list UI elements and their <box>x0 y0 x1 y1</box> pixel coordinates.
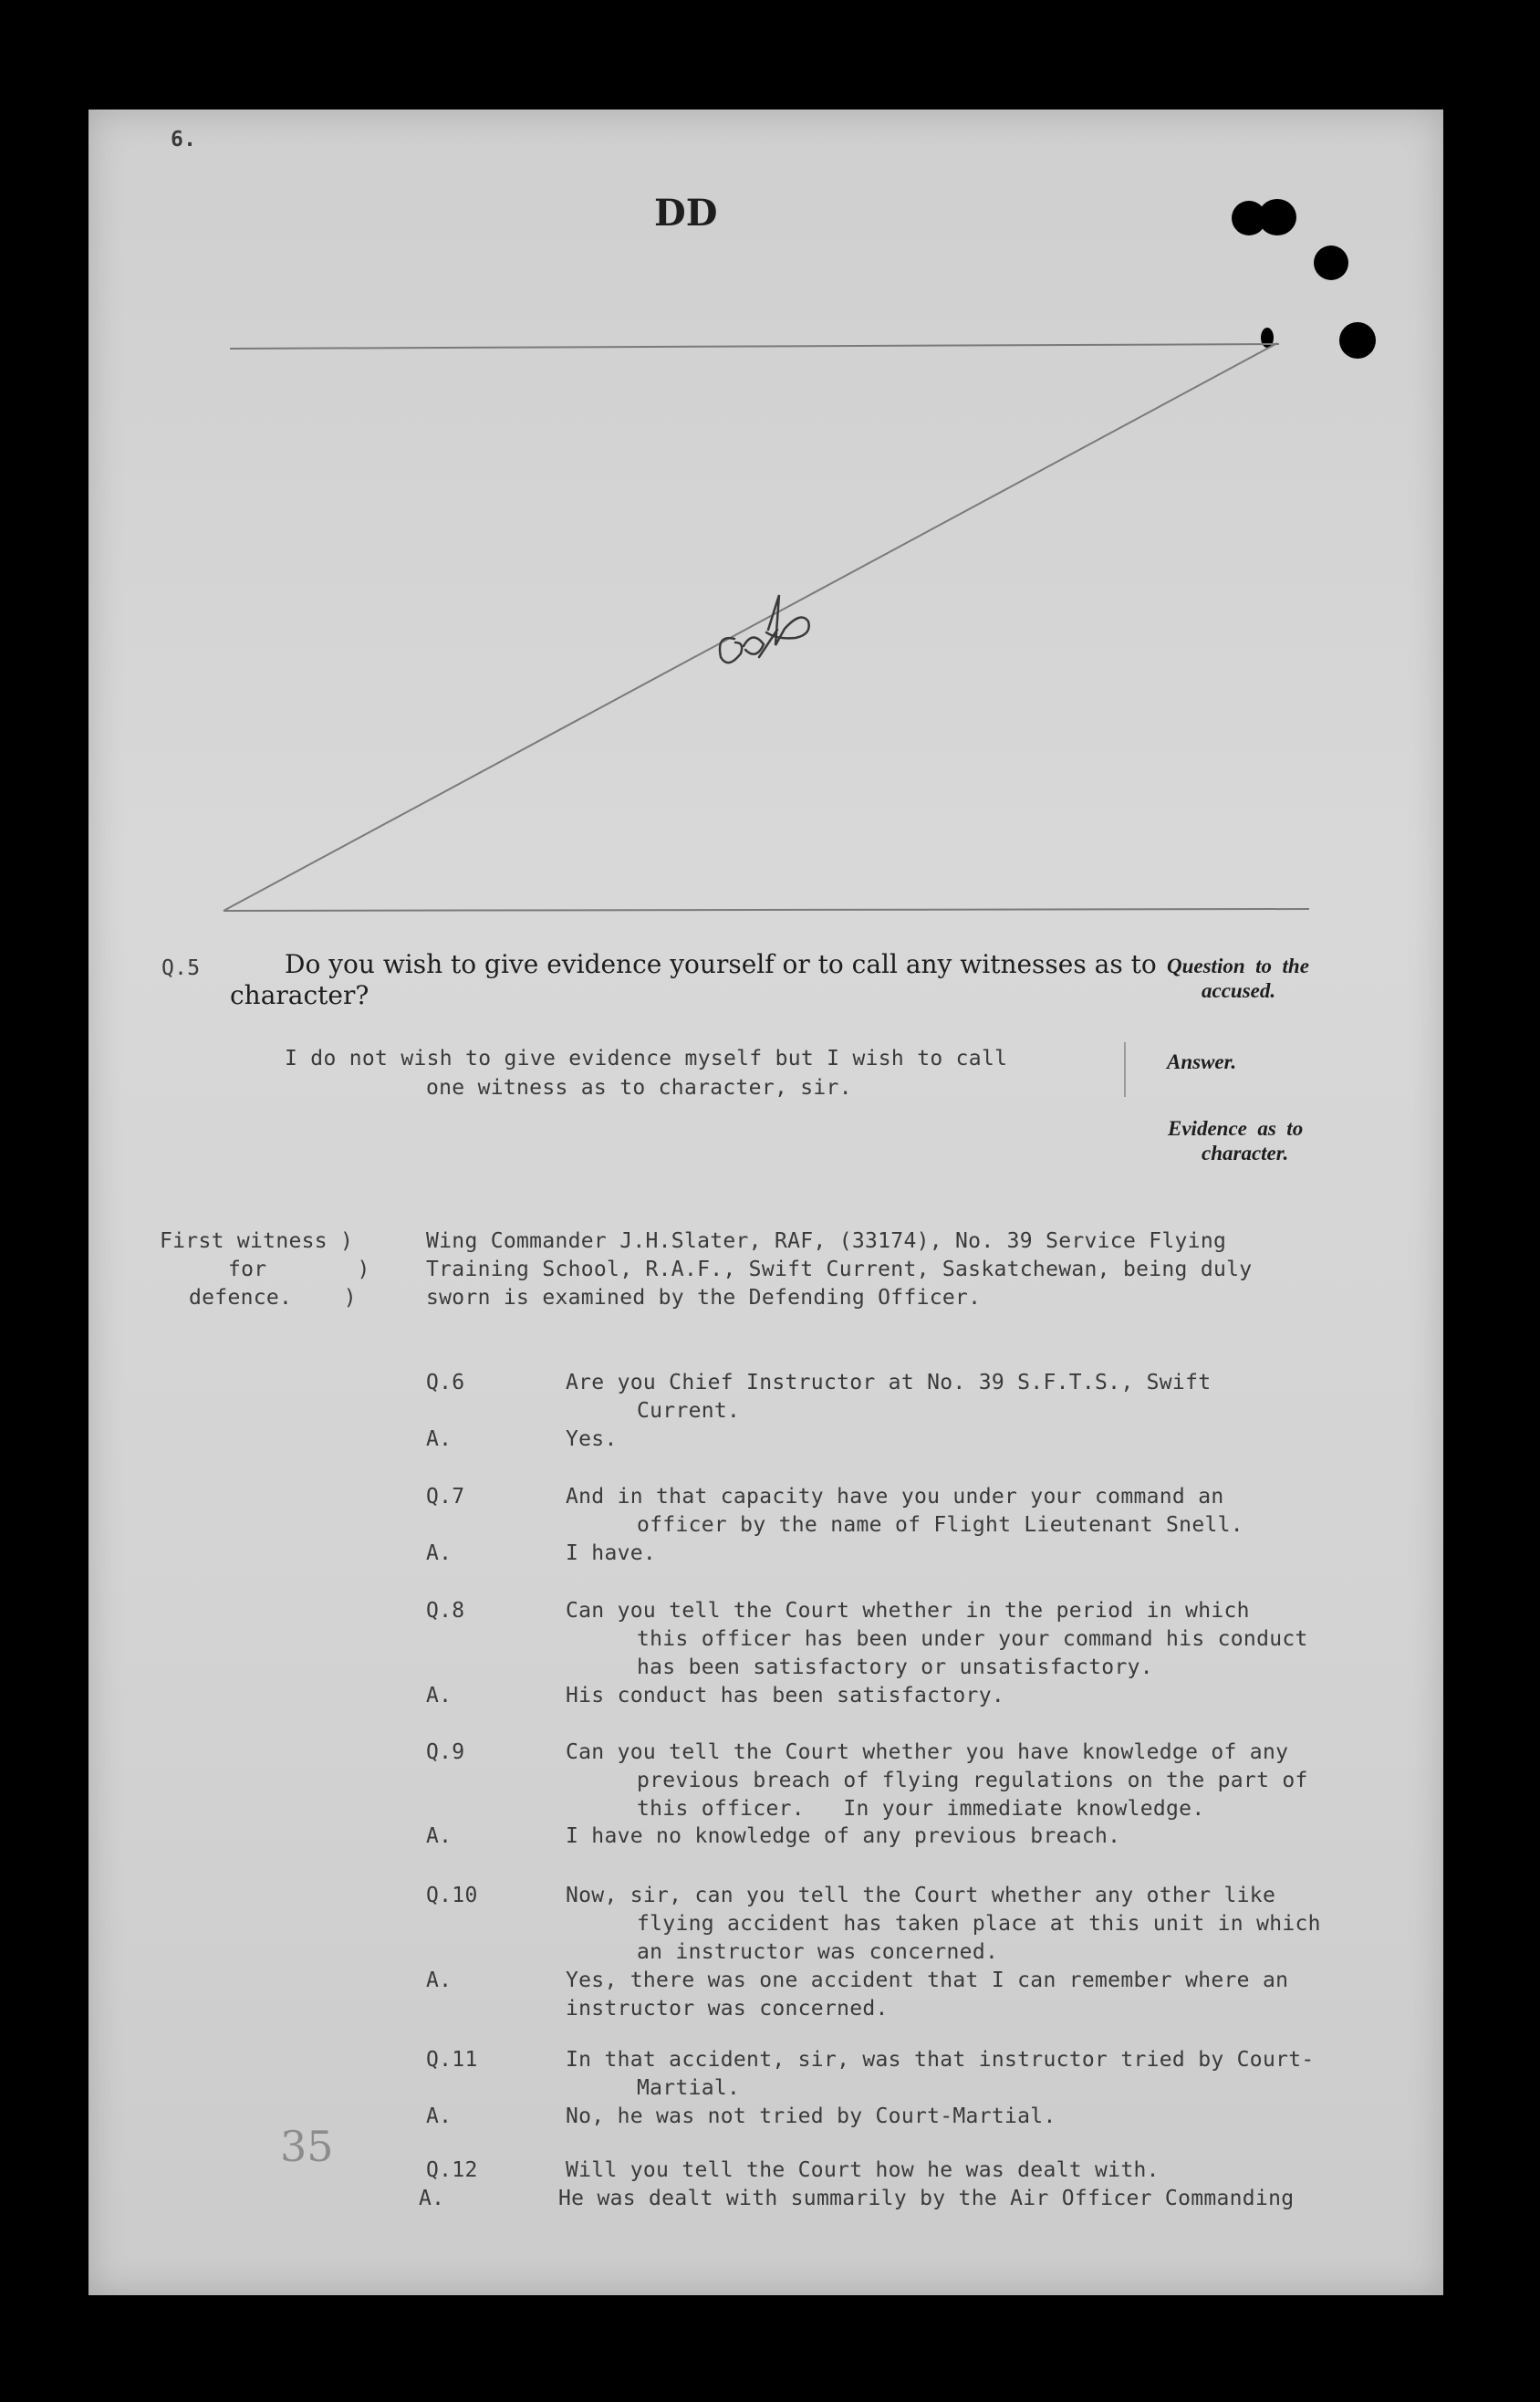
qa-text <box>558 2185 1425 2213</box>
q5-margin-note-line1: Question to the <box>1167 955 1309 977</box>
qa-line: officer by the name of Flight Lieutenant Snell. <box>637 1513 1243 1537</box>
evidence-note-line2: character. <box>1202 1142 1289 1164</box>
q5-label: Q.5 <box>161 956 201 980</box>
q5-question-line2: character? <box>230 980 369 1010</box>
qa-line: In that accident, sir, was that instructor tried by Court- <box>566 2048 1315 2072</box>
witness-label-line2: for ) <box>228 1258 370 1281</box>
qa-line: Will you tell the Court how he was dealt with. <box>566 2158 1160 2182</box>
initials-signature <box>720 595 809 663</box>
qa-label: A. <box>426 1541 453 1565</box>
q5-question-line1: Do you wish to give evidence yourself or to call any witnesses as to <box>285 949 1157 979</box>
qa-line: Are you Chief Instructor at No. 39 S.F.T.S., Swift <box>566 1371 1212 1394</box>
header-mark: DD <box>654 192 718 235</box>
witness-line1: Wing Commander J.H.Slater, RAF, (33174), No. 39 Service Flying <box>426 1229 1227 1253</box>
qa-text <box>566 1369 1432 1426</box>
page-number: 6. <box>171 128 197 151</box>
qa-text <box>566 1426 1432 1454</box>
qa-line: No, he was not tried by Court-Martial. <box>566 2104 1056 2128</box>
qa-text <box>566 1597 1432 1682</box>
qa-line: He was dealt with summarily by the Air Officer Commanding <box>558 2187 1295 2210</box>
stamp-number: 35 <box>280 2122 334 2171</box>
qa-line: Now, sir, can you tell the Court whether any other like <box>566 1884 1276 1907</box>
qa-line: Can you tell the Court whether you have knowledge of any <box>566 1740 1289 1764</box>
qa-text <box>566 1540 1432 1568</box>
qa-text <box>566 2157 1432 2185</box>
qa-text <box>566 2046 1432 2103</box>
qa-text <box>566 1739 1432 1823</box>
qa-line: Current. <box>637 1399 741 1423</box>
qa-label: Q.7 <box>426 1485 465 1509</box>
qa-text <box>566 1882 1432 1967</box>
answer-line1: I do not wish to give evidence myself but I wish to call <box>285 1047 1008 1070</box>
qa-label: Q.8 <box>426 1599 465 1623</box>
qa-text <box>566 1967 1432 2023</box>
qa-text <box>566 1822 1432 1851</box>
qa-text <box>566 1682 1432 1710</box>
qa-label: Q.6 <box>426 1371 465 1394</box>
qa-label: A. <box>426 1427 453 1451</box>
answer-margin-note: Answer. <box>1167 1050 1237 1073</box>
qa-text <box>566 2103 1432 2131</box>
qa-line: instructor was concerned. <box>566 1997 889 2021</box>
document-page <box>88 110 1443 2295</box>
witness-line3: sworn is examined by the Defending Officer. <box>426 1286 982 1310</box>
qa-label: A. <box>426 2104 453 2128</box>
answer-divider <box>1124 1042 1126 1097</box>
qa-line: flying accident has taken place at this unit in which <box>637 1912 1321 1936</box>
qa-line: I have no knowledge of any previous breach. <box>566 1824 1121 1848</box>
q5-margin-note-line2: accused. <box>1202 979 1276 1002</box>
qa-line: previous breach of flying regulations on the part of <box>637 1769 1308 1792</box>
qa-line: this officer has been under your command his conduct <box>637 1627 1308 1651</box>
qa-line: Martial. <box>637 2076 741 2100</box>
qa-line: His conduct has been satisfactory. <box>566 1684 1005 1708</box>
qa-line: And in that capacity have you under your command an <box>566 1485 1224 1509</box>
evidence-note-line1: Evidence as to <box>1168 1117 1304 1140</box>
qa-label: A. <box>419 2187 445 2210</box>
witness-line2: Training School, R.A.F., Swift Current, Saskatchewan, being duly <box>426 1258 1253 1281</box>
qa-line: Yes, there was one accident that I can remember where an <box>566 1969 1289 1992</box>
witness-label-line3: defence. ) <box>189 1286 357 1310</box>
strike-through-lines <box>88 110 1443 931</box>
qa-label: Q.10 <box>426 1884 478 1907</box>
qa-label: Q.11 <box>426 2048 478 2072</box>
qa-label: A. <box>426 1969 453 1992</box>
qa-line: an instructor was concerned. <box>637 1940 999 1964</box>
qa-label: Q.12 <box>426 2158 478 2182</box>
answer-line2: one witness as to character, sir. <box>426 1076 852 1100</box>
witness-label-line1: First witness ) <box>160 1229 354 1253</box>
qa-line: Yes. <box>566 1427 618 1451</box>
qa-text <box>566 1483 1432 1540</box>
qa-line: I have. <box>566 1541 657 1565</box>
qa-line: has been satisfactory or unsatisfactory. <box>637 1655 1153 1679</box>
qa-label: A. <box>426 1684 453 1708</box>
qa-label: A. <box>426 1824 453 1848</box>
qa-label: Q.9 <box>426 1740 465 1764</box>
qa-line: this officer. In your immediate knowledge. <box>637 1797 1205 1821</box>
qa-line: Can you tell the Court whether in the period in which <box>566 1599 1250 1623</box>
